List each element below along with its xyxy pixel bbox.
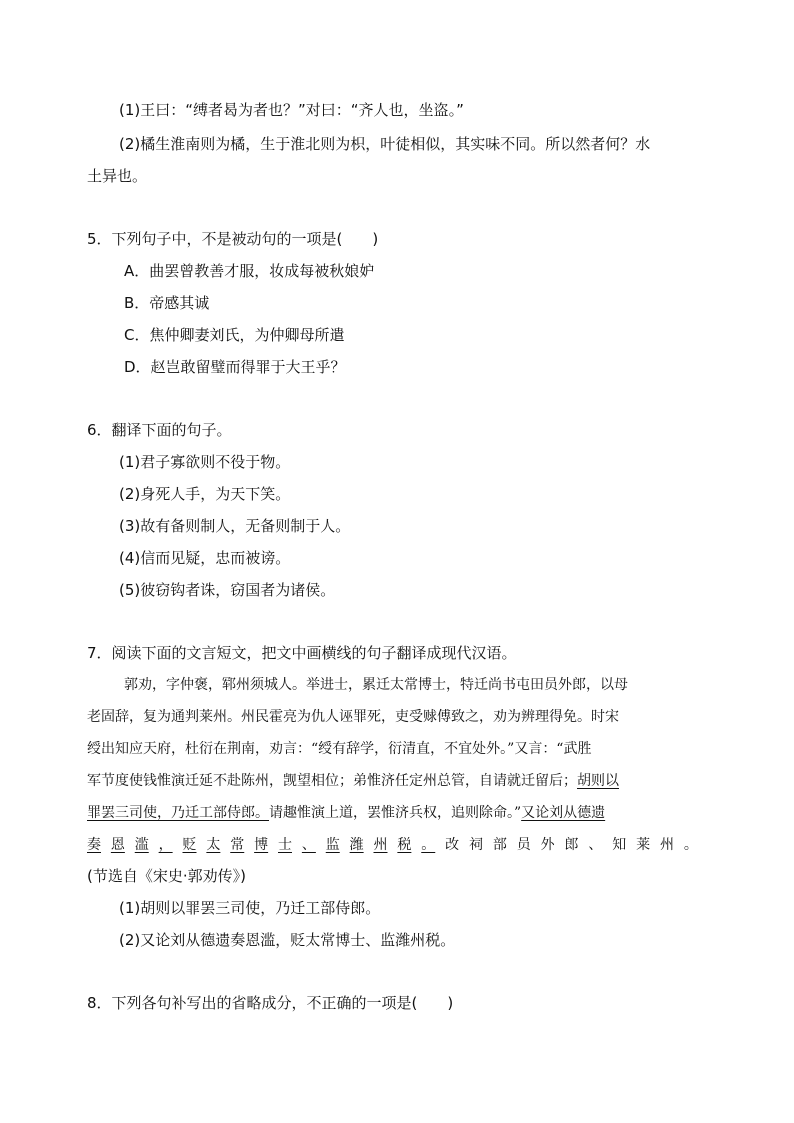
q7-u-char: 、 <box>301 837 316 853</box>
q6-stem: 6．翻译下面的句子。 <box>87 421 232 439</box>
q7-char: 祠 <box>469 837 483 853</box>
q7-char: 员 <box>516 837 531 853</box>
q7-u-char: 士 <box>278 837 292 853</box>
q5-stem: 5．下列句子中，不是被动句的一项是( ) <box>87 230 379 248</box>
q7-char: 州 <box>660 837 674 853</box>
q6-item-4: (4)信而见疑，忠而被谤。 <box>119 549 291 567</box>
q8-stem: 8．下列各句补写出的省略成分，不正确的一项是( ) <box>87 994 454 1012</box>
q7-char: 莱 <box>636 837 651 853</box>
q6-item-2: (2)身死人手，为天下笑。 <box>119 485 291 503</box>
q4-sentence-2-line-2: 土异也。 <box>87 167 148 185</box>
q7-stem: 7．阅读下面的文言短文，把文中画横线的句子翻译成现代汉语。 <box>87 644 517 662</box>
q7-char: 部 <box>492 837 507 853</box>
q7-passage-line-5-plain: 请趣惟演上道，罢惟济兵权，追则除命。” <box>269 805 522 821</box>
q7-u-char: 博 <box>254 837 269 853</box>
q7-u-char: 滥 <box>134 837 149 853</box>
q6-item-5: (5)彼窃钩者诛，窃国者为诸侯。 <box>119 581 336 599</box>
q7-u-char: ， <box>158 837 173 853</box>
q7-passage-line-4 <box>87 771 619 791</box>
q7-u-char: 太 <box>206 837 221 853</box>
q5-option-c: C．焦仲卿妻刘氏，为仲卿母所遣 <box>124 326 345 344</box>
q7-item-1: (1)胡则以罪罢三司使，乃迁工部侍郎。 <box>119 899 381 917</box>
q7-u-char: 潍 <box>349 837 364 853</box>
q7-u-char: 恩 <box>110 837 125 853</box>
q7-passage-line-3: 绶出知应天府，杜衍在荆南，劝言：“绶有辞学，衍清直，不宜处外。”又言：“武胜 <box>87 741 592 757</box>
q7-u-char: 奏 <box>87 837 101 853</box>
q7-underlined-sentence-1-end: 罪罢三司使，乃迁工部侍郎。 <box>87 805 269 821</box>
q7-u-char: 州 <box>373 837 388 853</box>
q7-item-2: (2)又论刘从德遗奏恩滥，贬太常博士、监潍州税。 <box>119 931 456 949</box>
q7-u-char: 监 <box>325 837 340 853</box>
q7-passage-line-6 <box>87 835 698 855</box>
q5-option-d: D．赵岂敢留璧而得罪于大王乎？ <box>124 358 346 376</box>
q6-item-1: (1)君子寡欲则不役于物。 <box>119 453 291 471</box>
q7-char: 、 <box>588 837 603 853</box>
q4-sentence-1: (1)王曰：“缚者曷为者也？”对曰：“齐人也，坐盗。” <box>119 101 464 119</box>
q7-char: 知 <box>612 837 627 853</box>
q7-char: 改 <box>445 837 460 853</box>
q7-passage-line-4-plain: 军节度使钱惟演迁延不赴陈州，觊望相位；弟惟济任定州总管，自请就迁留后； <box>87 773 577 789</box>
q7-passage-line-5 <box>87 803 605 823</box>
q7-char: 。 <box>683 837 698 853</box>
q7-u-char: 贬 <box>182 837 197 853</box>
q7-underlined-sentence-2-start: 又论刘从德遗 <box>521 805 606 821</box>
q7-underlined-sentence-1-start: 胡则以 <box>577 773 619 789</box>
q7-passage-line-1: 郭劝，字仲褒，郓州须城人。举进士，累迁太常博士，特迁尚书屯田员外郎，以母 <box>124 677 628 693</box>
q5-option-a: A．曲罢曾教善才服，妆成每被秋娘妒 <box>124 262 375 280</box>
q7-u-char: 。 <box>421 837 436 853</box>
q7-u-char: 常 <box>230 837 245 853</box>
q7-char: 郎 <box>564 837 579 853</box>
q6-item-3: (3)故有备则制人，无备则制于人。 <box>119 517 351 535</box>
q4-sentence-2-line-1: (2)橘生淮南则为橘，生于淮北则为枳，叶徒相似，其实味不同。所以然者何？水 <box>119 135 651 153</box>
q7-char: 外 <box>540 837 555 853</box>
q7-passage-line-2: 老固辞，复为通判莱州。州民霍亮为仇人诬罪死，吏受赇傅致之，劝为辨理得免。时宋 <box>87 709 619 725</box>
q7-u-char: 税 <box>397 837 412 853</box>
q5-option-b: B．帝感其诚 <box>124 294 210 312</box>
q7-source: (节选自《宋史·郭劝传》) <box>87 867 246 885</box>
